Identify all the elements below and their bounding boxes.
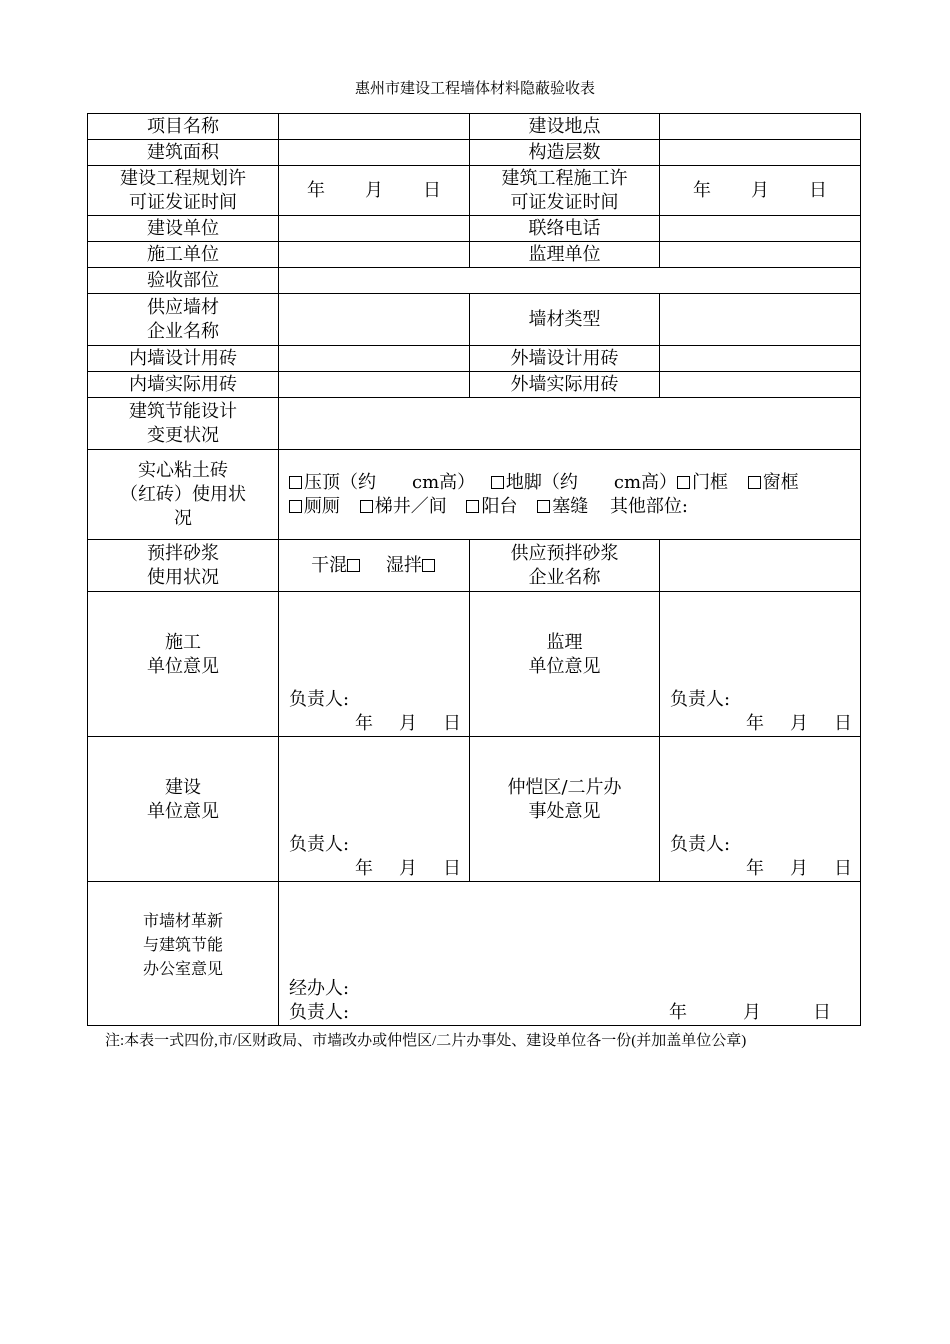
field-planning-permit-date[interactable] xyxy=(279,166,470,216)
option-label: 窗框 xyxy=(762,471,799,493)
label-supervision-unit: 监理单位 xyxy=(470,242,660,268)
option-door-frame[interactable] xyxy=(677,472,728,493)
label-line: 与建筑节能 xyxy=(142,934,223,954)
checkbox-icon[interactable] xyxy=(466,500,479,513)
field-construction-site[interactable] xyxy=(660,114,861,140)
label-line: 实心粘土砖 xyxy=(138,459,228,481)
field-inner-actual-brick[interactable] xyxy=(279,372,470,398)
table-row xyxy=(88,242,861,268)
label-line: 单位意见 xyxy=(528,656,601,677)
day-label: 日 xyxy=(809,179,827,201)
clay-options-line-1 xyxy=(289,471,856,495)
label-line: 企业名称 xyxy=(147,320,219,342)
label-energy-change xyxy=(88,398,279,450)
option-label: 压顶（约 cm高） xyxy=(304,471,476,493)
label-line: 监理 xyxy=(546,632,583,653)
label-line: 可证发证时间 xyxy=(129,191,237,213)
responsible-label: 负责人: xyxy=(289,689,350,710)
table-row xyxy=(88,737,861,882)
table-row xyxy=(88,216,861,242)
sign-date: 年 月 日 xyxy=(355,713,461,734)
table-row xyxy=(88,450,861,540)
field-acceptance-part[interactable] xyxy=(279,268,861,294)
label-wall-type: 墙材类型 xyxy=(470,294,660,346)
label-mortar-usage xyxy=(88,540,279,592)
label-line: 单位意见 xyxy=(147,801,219,822)
checkbox-icon[interactable] xyxy=(289,476,302,489)
option-label: 干混 xyxy=(311,554,348,576)
sign-date: 年 月 日 xyxy=(746,858,852,879)
field-supervision-opinion[interactable] xyxy=(660,592,861,737)
label-line: 办公室意见 xyxy=(142,958,223,978)
checkbox-icon[interactable] xyxy=(491,476,504,489)
label-line: 建筑工程施工许 xyxy=(501,167,628,189)
label-line: 企业名称 xyxy=(528,566,601,588)
table-row xyxy=(88,268,861,294)
option-label: 湿拌 xyxy=(385,554,422,576)
option-footing[interactable] xyxy=(491,472,677,493)
field-outer-actual-brick[interactable] xyxy=(660,372,861,398)
option-balcony[interactable] xyxy=(466,496,517,517)
table-row xyxy=(88,882,861,1026)
label-line: 仲恺区/二片办 xyxy=(507,777,622,798)
label-office-opinion xyxy=(88,882,279,1026)
label-builder-unit: 建设单位 xyxy=(88,216,279,242)
checkbox-icon[interactable] xyxy=(677,476,690,489)
table-row xyxy=(88,166,861,216)
label-line: 事处意见 xyxy=(528,801,601,822)
field-office-opinion[interactable] xyxy=(279,882,861,1026)
acceptance-form-table xyxy=(87,113,861,1026)
option-label: 厕厕 xyxy=(304,495,340,517)
label-line: 况 xyxy=(174,507,192,529)
label-outer-actual-brick: 外墙实际用砖 xyxy=(470,372,660,398)
checkbox-icon[interactable] xyxy=(748,476,761,489)
year-label: 年 xyxy=(669,1002,687,1023)
option-toilet[interactable] xyxy=(289,496,340,517)
responsible-label: 负责人: xyxy=(289,1002,350,1023)
field-building-area[interactable] xyxy=(279,140,470,166)
label-construction-permit-date xyxy=(470,166,660,216)
label-wall-supplier xyxy=(88,294,279,346)
option-label: 梯井／间 xyxy=(374,495,447,517)
field-inner-design-brick[interactable] xyxy=(279,346,470,372)
form-title: 惠州市建设工程墙体材料隐蔽验收表 xyxy=(354,81,595,97)
field-wall-type[interactable] xyxy=(660,294,861,346)
label-district-opinion xyxy=(470,737,660,882)
office-sign-line xyxy=(283,1001,856,1025)
table-row xyxy=(88,140,861,166)
label-supervision-opinion xyxy=(470,592,660,737)
field-supervision-unit[interactable] xyxy=(660,242,861,268)
label-construction-site: 建设地点 xyxy=(470,114,660,140)
table-row xyxy=(88,540,861,592)
footnote: 注:本表一式四份,市/区财政局、市墙改办或仲恺区/二片办事处、建设单位各一份(并加盖单位公章) xyxy=(105,1033,747,1049)
label-line: 预拌砂浆 xyxy=(147,542,219,564)
field-energy-change[interactable] xyxy=(279,398,861,450)
sign-date: 年 月 日 xyxy=(746,713,852,734)
label-line: 建筑节能设计 xyxy=(129,400,237,422)
field-construction-unit[interactable] xyxy=(279,242,470,268)
label-structure-floors: 构造层数 xyxy=(470,140,660,166)
label-builder-opinion xyxy=(88,737,279,882)
table-row xyxy=(88,114,861,140)
label-line: 可证发证时间 xyxy=(510,191,619,213)
checkbox-icon[interactable] xyxy=(347,559,360,572)
option-label: 地脚（约 cm高） xyxy=(505,471,678,493)
option-wet-mix[interactable] xyxy=(386,555,437,576)
responsible-label: 负责人: xyxy=(670,689,731,710)
responsible-label: 负责人: xyxy=(289,834,350,855)
label-construction-unit: 施工单位 xyxy=(88,242,279,268)
month-label: 月 xyxy=(743,1002,761,1023)
label-line: 施工 xyxy=(165,632,201,653)
sign-date: 年 月 日 xyxy=(355,858,461,879)
year-label: 年 xyxy=(307,179,325,201)
responsible-label: 负责人: xyxy=(670,834,731,855)
label-line: 市墙材革新 xyxy=(142,910,223,930)
field-district-opinion[interactable] xyxy=(660,737,861,882)
label-acceptance-part: 验收部位 xyxy=(88,268,279,294)
day-label: 日 xyxy=(813,1002,831,1023)
label-inner-design-brick: 内墙设计用砖 xyxy=(88,346,279,372)
label-project-name: 项目名称 xyxy=(88,114,279,140)
label-inner-actual-brick: 内墙实际用砖 xyxy=(88,372,279,398)
field-builder-unit[interactable] xyxy=(279,216,470,242)
field-clay-brick-usage xyxy=(279,450,861,540)
option-label: 塞缝 xyxy=(552,495,589,517)
table-row xyxy=(88,294,861,346)
label-line: 变更状况 xyxy=(147,424,219,446)
field-mortar-supplier[interactable] xyxy=(660,540,861,592)
label-building-area: 建筑面积 xyxy=(88,140,279,166)
option-window-frame[interactable] xyxy=(748,472,799,493)
field-construction-opinion[interactable] xyxy=(279,592,470,737)
label-contact-phone: 联络电话 xyxy=(470,216,660,242)
field-outer-design-brick[interactable] xyxy=(660,346,861,372)
clay-options-line-2 xyxy=(289,495,856,519)
label-outer-design-brick: 外墙设计用砖 xyxy=(470,346,660,372)
option-dry-mix[interactable] xyxy=(311,555,362,576)
option-gap-fill[interactable] xyxy=(537,496,588,517)
option-capping[interactable] xyxy=(289,472,475,493)
label-line: （红砖）使用状 xyxy=(120,483,246,505)
field-mortar-type xyxy=(279,540,470,592)
label-construction-opinion xyxy=(88,592,279,737)
label-clay-brick xyxy=(88,450,279,540)
field-contact-phone[interactable] xyxy=(660,216,861,242)
table-row xyxy=(88,398,861,450)
table-row xyxy=(88,346,861,372)
field-builder-opinion[interactable] xyxy=(279,737,470,882)
handler-label: 经办人: xyxy=(289,978,350,999)
checkbox-icon[interactable] xyxy=(360,500,373,513)
label-line: 建设 xyxy=(165,777,201,798)
year-label: 年 xyxy=(693,179,711,201)
label-line: 单位意见 xyxy=(147,656,219,677)
table-row xyxy=(88,592,861,737)
option-label: 阳台 xyxy=(481,495,518,517)
checkbox-icon[interactable] xyxy=(537,500,550,513)
other-parts-label: 其他部位: xyxy=(609,495,689,517)
checkbox-icon[interactable] xyxy=(289,500,302,513)
field-construction-permit-date[interactable] xyxy=(660,166,861,216)
label-mortar-supplier xyxy=(470,540,660,592)
table-row xyxy=(88,372,861,398)
label-line: 使用状况 xyxy=(147,566,219,588)
label-line: 供应预拌砂浆 xyxy=(510,542,619,564)
checkbox-icon[interactable] xyxy=(422,559,435,572)
label-planning-permit-date xyxy=(88,166,279,216)
label-line: 建设工程规划许 xyxy=(120,167,246,189)
month-label: 月 xyxy=(365,179,383,201)
option-label: 门框 xyxy=(692,471,729,493)
day-label: 日 xyxy=(423,179,441,201)
field-project-name[interactable] xyxy=(279,114,470,140)
month-label: 月 xyxy=(751,179,769,201)
field-wall-supplier[interactable] xyxy=(279,294,470,346)
label-line: 供应墙材 xyxy=(147,296,219,318)
field-structure-floors[interactable] xyxy=(660,140,861,166)
option-stairwell[interactable] xyxy=(360,496,447,517)
